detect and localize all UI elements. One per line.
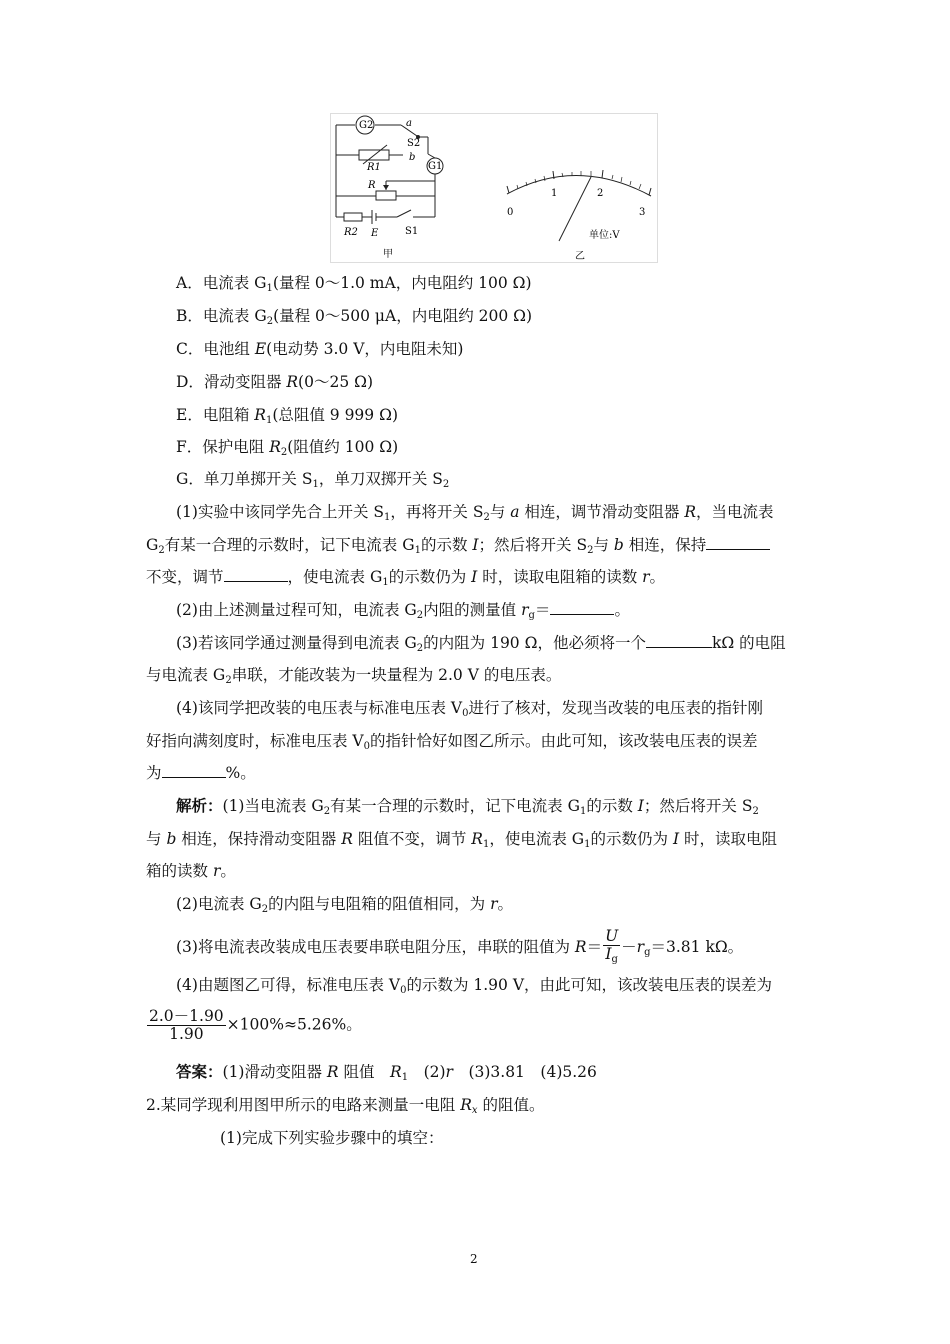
solution-line7: $\frac{2.0-1.90}{1.90}$ ×100%≈5.26%。: [149, 1007, 362, 1043]
s1-label: S1: [405, 226, 419, 237]
fraction-u-over-i: $\frac{U}{I_g}$: [605, 927, 619, 965]
q1-line1: (1)实验中该同学先合上开关 $S_1$，再将开关 $S_2$与 a 相连，调节滑动变阻器 R，当电流表: [176, 503, 774, 523]
meter-unit: 单位:V: [589, 230, 620, 241]
tick-2: 2: [597, 188, 604, 199]
question2-line1: 2.某同学现利用图甲所示的电路来测量一电阻 $R_x$ 的阻值。: [146, 1096, 545, 1116]
answer-blank[interactable]: [646, 633, 712, 648]
caption-yi: 乙: [575, 251, 585, 262]
answer-blank[interactable]: [224, 567, 288, 582]
q4-line2: 好指向满刻度时，标准电压表 $V_0$的指针恰好如图乙所示。由此可知，该改装电压表的误差: [146, 732, 758, 752]
r1-label: R1: [367, 162, 381, 173]
tick-0: 0: [507, 207, 514, 218]
term-b-label: b: [409, 152, 416, 163]
g2-label: G2: [359, 120, 374, 131]
term-a-label: a: [406, 118, 412, 129]
page-number: 2: [470, 1252, 478, 1266]
g1-label: G1: [428, 161, 443, 172]
option-b: B．电流表 $G_2$(量程 0～500 μA，内电阻约 200 Ω): [176, 307, 533, 327]
fraction-error: $\frac{2.0-1.90}{1.90}$: [149, 1007, 224, 1043]
solution-line3: 箱的读数 r。: [146, 862, 236, 880]
answer-blank[interactable]: [550, 600, 614, 615]
s2-label: S2: [407, 138, 421, 149]
answer-line: 答案：(1)滑动变阻器 R 阻值 $R_1$ (2)r (3)3.81 (4)5.26: [176, 1062, 597, 1083]
tick-1: 1: [551, 188, 558, 199]
solution-line4: (2)电流表 $G_2$的内阻与电阻箱的阻值相同，为 r。: [176, 895, 514, 915]
option-g: G．单刀单掷开关 $S_1$，单刀双掷开关 $S_2$: [176, 470, 450, 490]
solution-line2: 与 b 相连，保持滑动变阻器 R 阻值不变，调节 $R_1$，使电流表 $G_1$的示数仍为 I 时，读取电阻: [146, 830, 777, 850]
option-d: D．滑动变阻器 R(0～25 Ω): [176, 373, 374, 391]
tick-3: 3: [639, 207, 646, 218]
answer-blank[interactable]: [162, 763, 226, 778]
meter-scale: [507, 170, 651, 241]
e-label: E: [371, 228, 379, 239]
solution-line1: 解析：(1)当电流表 $G_2$有某一合理的示数时，记下电流表 $G_1$的示数 I；然后将开关 $S_2$: [176, 796, 759, 817]
solution-line6: (4)由题图乙可得，标准电压表 $V_0$的示数为 1.90 V，由此可知，该改装电压表的误差为: [176, 976, 773, 996]
option-a: A．电流表 $G_1$(量程 0～1.0 mA，内电阻约 100 Ω): [176, 274, 532, 294]
question2-line2: (1)完成下列实验步骤中的填空：: [220, 1129, 444, 1147]
caption-jia: 甲: [383, 249, 393, 260]
q4-line3: 为 %。: [146, 764, 256, 782]
q1-line2: $G_2$有某一合理的示数时，记下电流表 $G_1$的示数 I；然后将开关 $S_2$与 b 相连，保持: [146, 535, 770, 561]
option-e: E．电阻箱 $R_1$(总阻值 9 999 Ω): [176, 406, 398, 426]
answer-blank[interactable]: [706, 535, 770, 550]
r2-label: R2: [344, 227, 358, 238]
q4-line1: (4)该同学把改装的电压表与标准电压表 $V_0$进行了核对，发现当改装的电压表的指针刚: [176, 699, 763, 719]
q3-line2: 与电流表 $G_2$串联，才能改装为一块量程为 2.0 V 的电压表。: [146, 666, 562, 686]
q1-line3: 不变，调节 ，使电流表 $G_1$的示数仍为 I 时，读取电阻箱的读数 r。: [146, 568, 666, 588]
option-f: F．保护电阻 $R_2$(阻值约 100 Ω): [176, 438, 399, 458]
q3-line1: (3)若该同学通过测量得到电流表 $G_2$的内阻为 190 Ω，他必须将一个 kΩ 的电阻: [176, 634, 786, 654]
circuit-and-meter-figure: [330, 113, 658, 263]
r-label: R: [368, 180, 376, 191]
solution-line5: (3)将电流表改装成电压表要串联电阻分压，串联的阻值为 R＝ $\frac{U}{I_g}$ $-r_g=3.81$ kΩ。: [176, 928, 743, 968]
option-c: C．电池组 E(电动势 3.0 V，内电阻未知): [176, 340, 464, 358]
q2-line: (2)由上述测量过程可知，电流表 $G_2$内阻的测量值 $r_g=$ 。: [176, 601, 630, 621]
figure-svg: [331, 114, 657, 262]
